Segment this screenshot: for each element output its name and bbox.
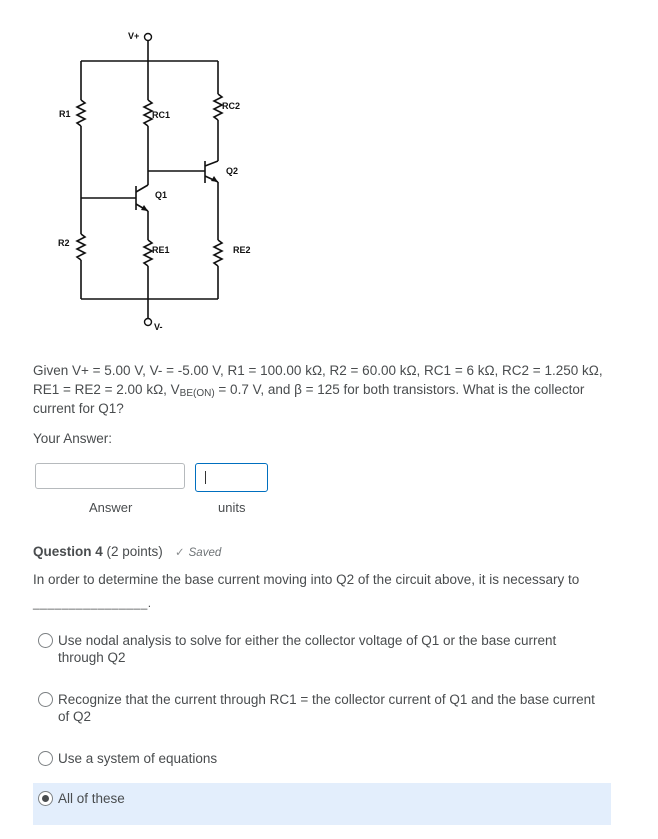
option-label: All of these (58, 791, 125, 806)
rc1-label: RC1 (152, 110, 171, 120)
rc1-resistor (144, 100, 152, 126)
option-label: Use nodal analysis to solve for either the collector voltage of Q1 or the base current through Q2 (58, 633, 557, 665)
radio-button-selected[interactable] (38, 791, 53, 806)
question4-points: (2 points) (106, 544, 163, 559)
question4-blank: ________________. (33, 596, 152, 610)
question4-title: Question 4 (33, 544, 103, 559)
re1-label: RE1 (152, 245, 170, 255)
question-text-sub: BE(ON) (179, 388, 215, 399)
option-nodal-analysis[interactable] (33, 630, 611, 670)
check-icon: ✓ (175, 547, 185, 559)
question-text-part2: = 0.7 V, and β = 125 for both transistors. What is the collector current for Q1? (33, 382, 585, 416)
re2-resistor (214, 240, 222, 266)
vminus-label: V- (154, 322, 163, 332)
option-label: Recognize that the current through RC1 = the collector current of Q1 and the base current of Q2 (58, 692, 595, 724)
question-text (33, 361, 623, 418)
option-recognize-current[interactable] (33, 689, 611, 729)
option-label: Use a system of equations (58, 751, 218, 766)
vplus-label: V+ (128, 31, 140, 41)
r1-label: R1 (59, 109, 71, 119)
radio-button[interactable] (38, 633, 53, 648)
radio-button[interactable] (38, 692, 53, 707)
q1-label: Q1 (155, 190, 168, 200)
vminus-terminal (145, 319, 152, 326)
answer-field-label: Answer (89, 500, 133, 515)
q2-label: Q2 (226, 166, 239, 176)
re1-resistor (144, 240, 152, 266)
your-answer-label: Your Answer: (33, 431, 113, 446)
option-system-of-equations[interactable] (33, 748, 611, 770)
rc2-label: RC2 (222, 101, 241, 111)
question-text-part1: Given V+ = 5.00 V, V- = -5.00 V, R1 = 100.00 kΩ, R2 = 60.00 kΩ, RC1 = 6 kΩ, RC2 = 1.250 kΩ, RE1 = RE2 = 2.00 kΩ, V (33, 363, 603, 397)
r1-resistor (77, 100, 85, 126)
units-field-label: units (218, 500, 246, 515)
circuit-diagram (48, 22, 278, 342)
answer-input[interactable] (35, 463, 185, 489)
radio-button[interactable] (38, 751, 53, 766)
r2-label: R2 (58, 238, 70, 248)
saved-label: Saved (188, 547, 222, 559)
text-caret (205, 471, 206, 484)
option-all-of-these[interactable] (33, 783, 611, 825)
units-input[interactable] (195, 463, 268, 492)
vplus-terminal (145, 34, 152, 41)
rc2-resistor (214, 94, 222, 120)
saved-status (175, 545, 221, 559)
r2-resistor (77, 234, 85, 260)
question4-header (33, 544, 163, 559)
question4-text: In order to determine the base current moving into Q2 of the circuit above, it is necessary to (33, 572, 580, 587)
re2-label: RE2 (233, 245, 251, 255)
